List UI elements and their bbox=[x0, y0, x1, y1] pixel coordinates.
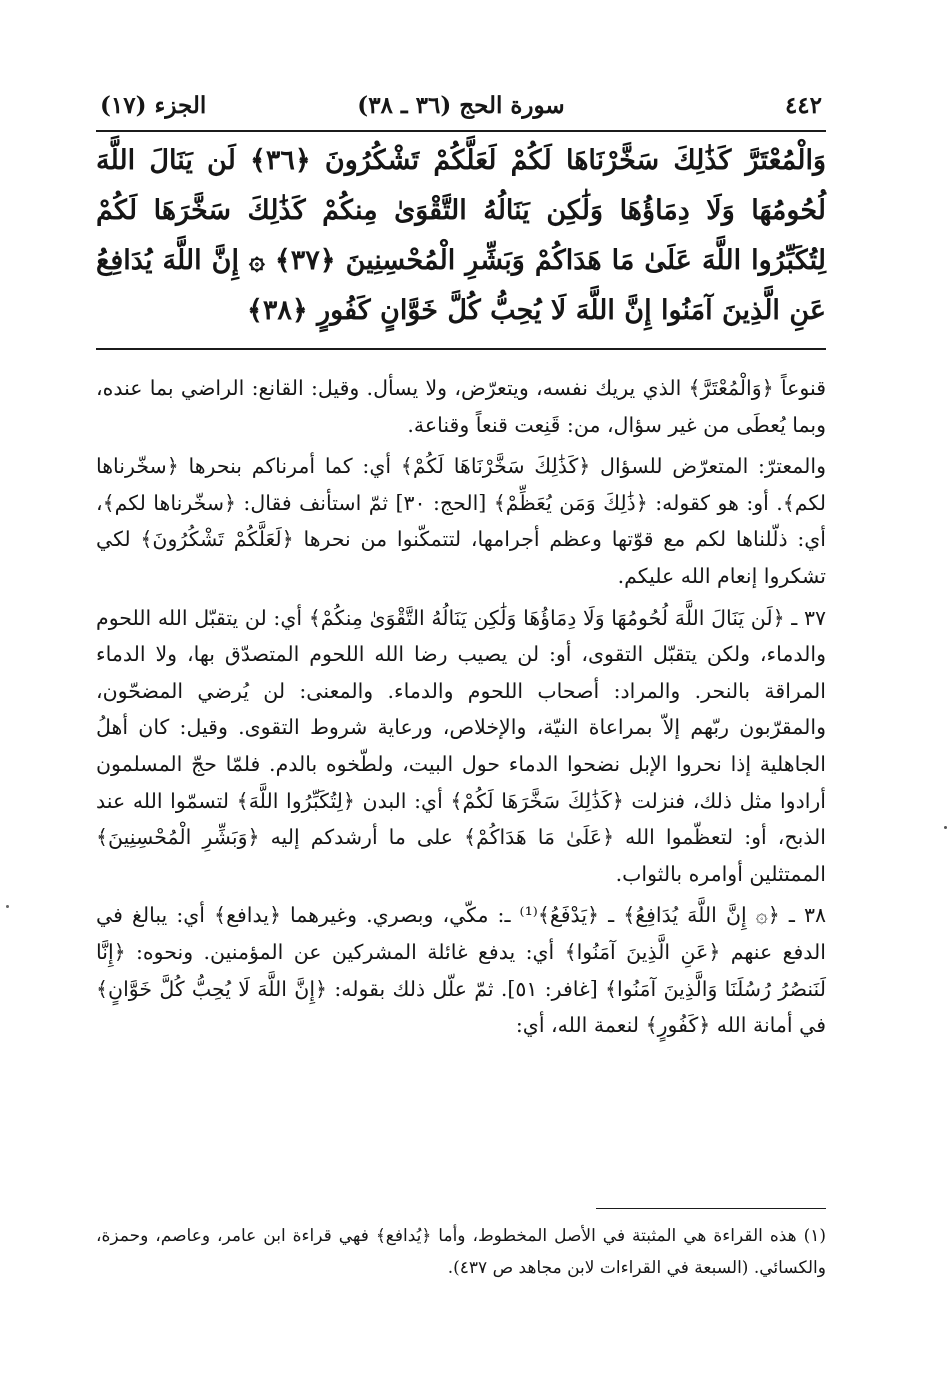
footnote-divider bbox=[596, 1208, 826, 1209]
commentary-paragraph: ٣٨ ـ ﴿۞ إِنَّ اللَّهَ يُدَافِعُ﴾ ـ ﴿يَدْفَعُ﴾⁽¹⁾ ـ: مكّي، وبصري. وغيرهما ﴿يدافع﴾ أي: يبالغ في الدفع عنهم ﴿عَنِ الَّذِينَ آمَنُوا﴾ أي: يدفع غائلة المشركين عن المؤمنين. ونحوه: ﴿إِنَّا لَنَنصُرُ رُسُلَنَا وَالَّذِينَ آمَنُوا﴾ [غافر: ٥١]. ثمّ علّل ذلك بقوله: ﴿إِنَّ اللَّهَ لَا يُحِبُّ كُلَّ خَوَّانٍ﴾ في أمانة الله ﴿كَفُورٍ﴾ لنعمة الله، أي: bbox=[96, 903, 826, 1038]
scan-speck bbox=[6, 905, 9, 908]
footnote: (١) هذه القراءة هي المثبتة في الأصل المخطوط، وأما ﴿يُدافع﴾ فهي قراءة ابن عامر، وعاصم، وحمزة، والكسائي. (السبعة في القراءات لابن مجاهد ص ٤٣٧). bbox=[96, 1226, 826, 1278]
book-page bbox=[96, 80, 826, 1320]
surah-title: سورة الحج (٣٦ ـ ٣٨) bbox=[357, 92, 565, 119]
quran-verses: وَالْمُعْتَرَّ كَذَٰلِكَ سَخَّرْنَاهَا لَكُمْ لَعَلَّكُمْ تَشْكُرُونَ ﴿٣٦﴾ لَن يَنَالَ اللَّهَ لُحُومُهَا وَلَا دِمَاؤُهَا وَلَٰكِن يَنَالُهُ التَّقْوَىٰ مِنكُمْ كَذَٰلِكَ سَخَّرَهَا لَكُمْ لِتُكَبِّرُوا اللَّهَ عَلَىٰ مَا هَدَاكُمْ وَبَشِّرِ الْمُحْسِنِينَ ﴿٣٧﴾ ۞ إِنَّ اللَّهَ يُدَافِعُ عَنِ الَّذِينَ آمَنُوا إِنَّ اللَّهَ لَا يُحِبُّ كُلَّ خَوَّانٍ كَفُورٍ ﴿٣٨﴾ bbox=[96, 145, 826, 326]
commentary bbox=[96, 370, 826, 1049]
scan-speck bbox=[944, 826, 947, 829]
commentary-paragraph: والمعترّ: المتعرّض للسؤال ﴿كَذَٰلِكَ سَخَّرْنَاهَا لَكُمْ﴾ أي: كما أمرناكم بنحرها ﴿سخّرناها لكم﴾. أو: هو كقوله: ﴿ذَٰلِكَ وَمَن يُعَظِّمْ﴾ [الحج: ٣٠] ثمّ استأنف فقال: ﴿سخّرناها لكم﴾، أي: ذلّلناها لكم مع قوّتها وعظم أجرامها، لتتمكّنوا من نحرها ﴿لَعَلَّكُمْ تَشْكُرُونَ﴾ لكي تشكروا إنعام الله عليكم. bbox=[96, 454, 826, 588]
juz-label: الجزء (١٧) bbox=[100, 92, 207, 119]
commentary-paragraph: قنوعاً ﴿وَالْمُعْتَرَّ﴾ الذي يريك نفسه، ويتعرّض، ولا يسأل. وقيل: القانع: الراضي بما عنده، وبما يُعطَى من غير سؤال، من: قَنِعت قنعاً وقناعة. bbox=[96, 376, 826, 437]
commentary-paragraph: ٣٧ ـ ﴿لَن يَنَالَ اللَّهَ لُحُومُهَا وَلَا دِمَاؤُهَا وَلَٰكِن يَنَالُهُ التَّقْوَىٰ مِنكُمْ﴾ أي: لن يتقبّل الله اللحوم والدماء، ولكن يتقبّل التقوى، أو: لن يصيب رضا الله اللحوم المتصدّق بها، ولا الدماء المراقة بالنحر. والمراد: أصحاب اللحوم والدماء. والمعنى: لن يُرضي المضحّون، والمقرّبون ربّهم إلاّ بمراعاة النيّة، والإخلاص، ورعاية شروط التقوى. وقيل: كان أهلُ الجاهلية إذا نحروا الإبل نضحوا الدماء حول البيت، ولطّخوه بالدم. فلمّا حجّ المسلمون أرادوا مثل ذلك، فنزلت ﴿كَذَٰلِكَ سَخَّرَهَا لَكُمْ﴾ أي: البدن ﴿لِتُكَبِّرُوا اللَّهَ﴾ لتسمّوا الله عند الذبح، أو: لتعظّموا الله ﴿عَلَىٰ مَا هَدَاكُمْ﴾ على ما أرشدكم إليه ﴿وَبَشِّرِ الْمُحْسِنِينَ﴾ الممتثلين أوامره بالثواب. bbox=[96, 605, 826, 886]
page-number: ٤٤٢ bbox=[784, 92, 822, 119]
verses-divider bbox=[96, 348, 826, 350]
header-divider bbox=[96, 130, 826, 132]
page-header bbox=[96, 88, 826, 124]
